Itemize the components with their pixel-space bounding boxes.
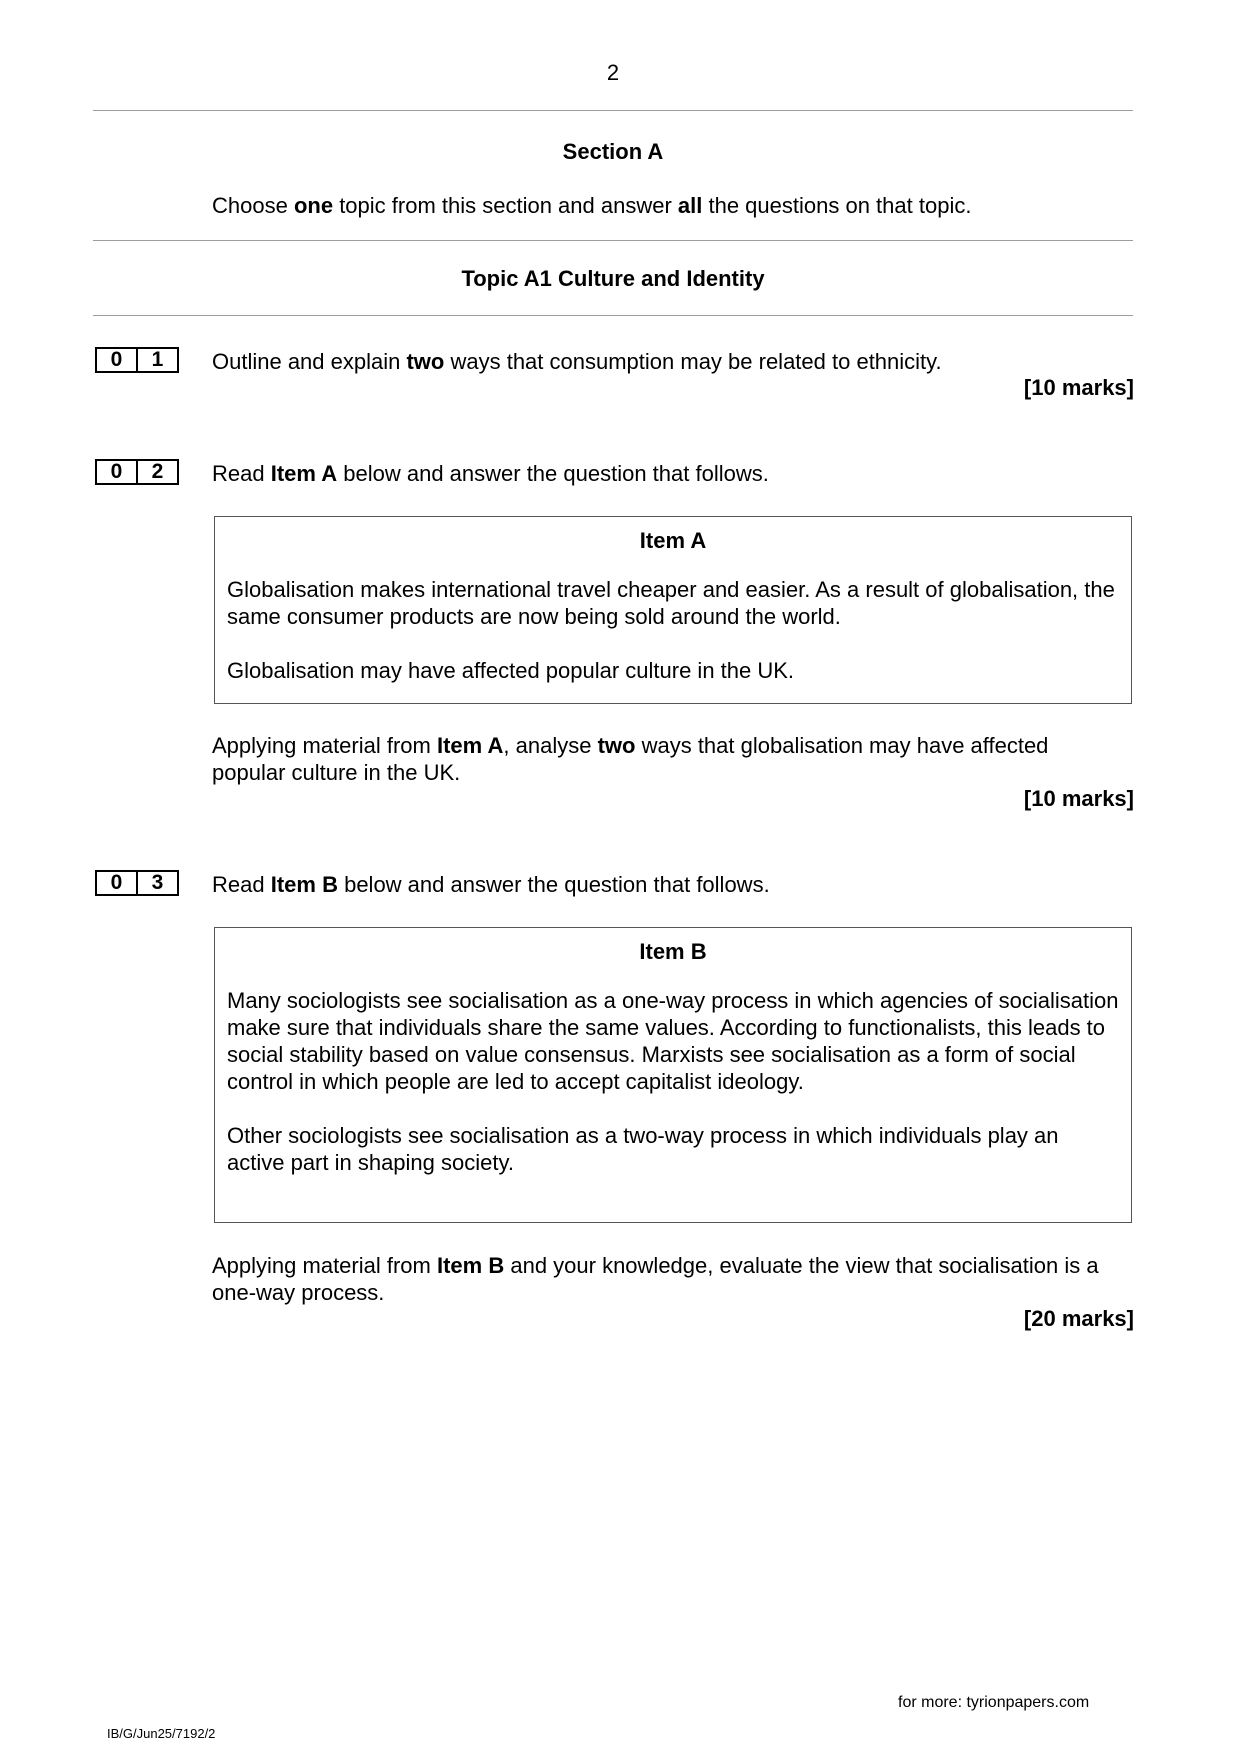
footer-paper-code: IB/G/Jun25/7192/2 bbox=[107, 1726, 216, 1741]
question-text: Outline and explain two ways that consumption may be related to ethnicity. bbox=[212, 349, 942, 374]
footer-website: for more: tyrionpapers.com bbox=[898, 1694, 1090, 1711]
question-number-box bbox=[95, 459, 179, 485]
question-number-box bbox=[95, 347, 179, 373]
question-number-box bbox=[95, 870, 179, 896]
page-number: 2 bbox=[606, 60, 620, 85]
question-digit: 2 bbox=[151, 460, 164, 483]
item-a-box bbox=[214, 516, 1132, 704]
question-digit: 0 bbox=[97, 872, 138, 894]
divider bbox=[93, 315, 1133, 316]
item-paragraph: Globalisation makes international travel cheaper and easier. As a result of globalisation, the same consumer products are now being sold around the world. bbox=[227, 577, 1115, 629]
item-title: Item A bbox=[639, 528, 707, 553]
item-b-box bbox=[214, 927, 1132, 1223]
question-digit: 0 bbox=[97, 349, 138, 371]
divider bbox=[93, 240, 1133, 241]
question-intro: Read Item B below and answer the question that follows. bbox=[212, 872, 770, 897]
question-text: Applying material from Item A, analyse two ways that globalisation may have affected popular culture in the UK. bbox=[212, 733, 1049, 785]
marks-label: [10 marks] bbox=[1023, 375, 1134, 400]
item-paragraph: Globalisation may have affected popular culture in the UK. bbox=[227, 658, 795, 683]
item-title: Item B bbox=[639, 939, 707, 964]
question-intro: Read Item A below and answer the question that follows. bbox=[212, 461, 769, 486]
section-instruction: Choose one topic from this section and answer all the questions on that topic. bbox=[212, 193, 972, 218]
marks-label: [10 marks] bbox=[1023, 786, 1134, 811]
marks-label: [20 marks] bbox=[1023, 1306, 1134, 1331]
section-title: Section A bbox=[562, 139, 664, 164]
topic-title: Topic A1 Culture and Identity bbox=[461, 266, 765, 291]
item-paragraph: Many sociologists see socialisation as a one-way process in which agencies of socialisation make sure that individuals share the same values. According to functionalists, this leads to social stability based on value consensus. Marxists see socialisation as a form of social control in which people are led to accept capitalist ideology. bbox=[227, 988, 1119, 1094]
question-digit: 1 bbox=[151, 348, 164, 371]
item-paragraph: Other sociologists see socialisation as a two-way process in which individuals play an active part in shaping society. bbox=[227, 1123, 1059, 1175]
question-digit: 3 bbox=[151, 871, 164, 894]
question-text: Applying material from Item B and your knowledge, evaluate the view that socialisation is a one-way process. bbox=[212, 1253, 1099, 1305]
divider bbox=[93, 110, 1133, 111]
question-digit: 0 bbox=[97, 461, 138, 483]
